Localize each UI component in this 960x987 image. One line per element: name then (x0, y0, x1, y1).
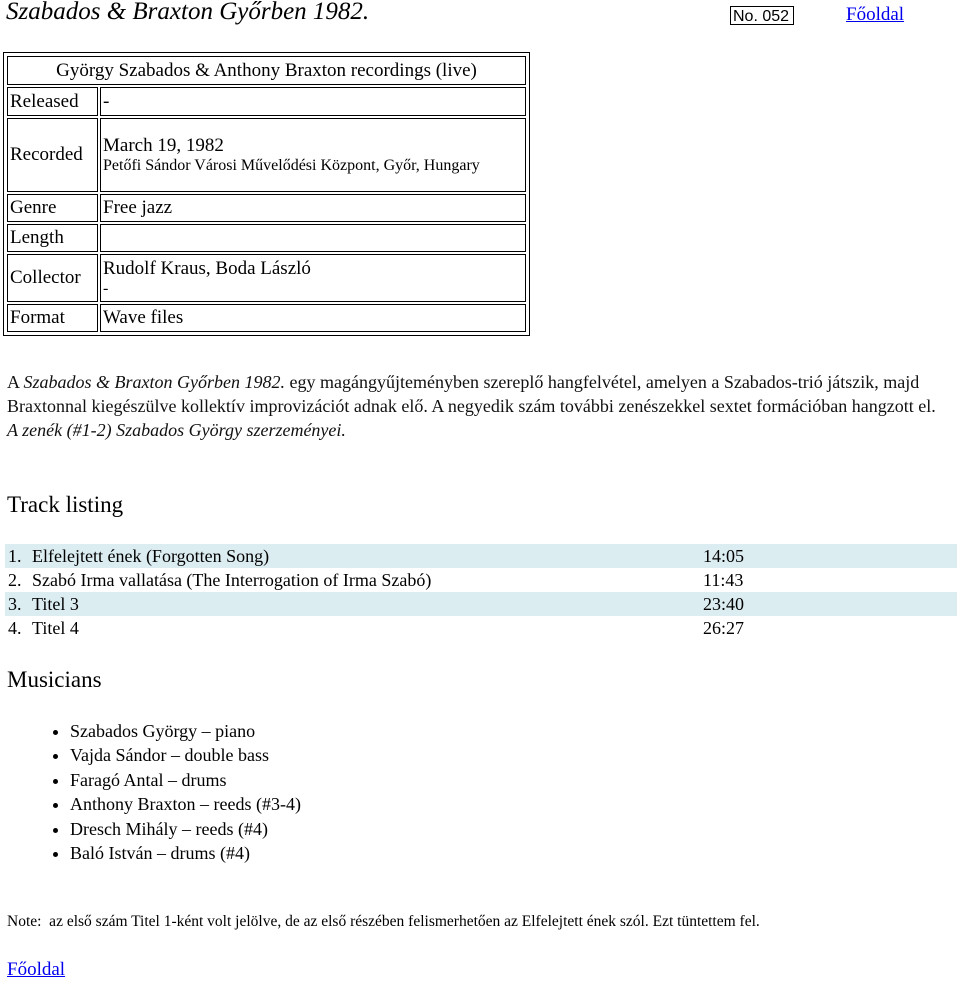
home-link-top[interactable]: Főoldal (846, 4, 905, 25)
track-time: 11:43 (703, 569, 744, 590)
musician-item: • Baló István – drums (#4) (70, 841, 301, 865)
recorded-label: Recorded (7, 118, 98, 192)
musician-item: • Szabados György – piano (70, 719, 301, 743)
musician-item: • Anthony Braxton – reeds (#3-4) (70, 792, 301, 816)
intro-paragraph (7, 370, 952, 442)
track-number: 2. (8, 569, 22, 590)
track-listing-heading: Track listing (7, 492, 124, 517)
track-time: 26:27 (703, 617, 745, 638)
track-title: Elfelejtett ének (Forgotten Song) (30, 544, 701, 568)
info-box (3, 52, 530, 336)
track-title: Titel 3 (30, 592, 701, 616)
page-title: Szabados & Braxton Győrben 1982. (6, 0, 370, 25)
genre-label: Genre (7, 194, 98, 222)
length-label: Length (7, 224, 98, 252)
track-title: Szabó Irma vallatása (The Interrogation of Irma Szabó) (32, 569, 432, 590)
intro-title: Szabados & Braxton Győrben 1982. (23, 372, 285, 392)
track-row (5, 544, 957, 568)
recorded-value (100, 118, 526, 192)
genre-value: Free jazz (100, 194, 526, 222)
note-text: Note: az első szám Titel 1-ként volt jelölve, de az első részében felismerhetően az Elfelejtett ének szól. Ezt tüntettem fel. (7, 913, 760, 930)
format-value: Wave files (100, 304, 526, 332)
track-row (5, 568, 957, 592)
released-value: - (100, 87, 526, 116)
info-caption: György Szabados & Anthony Braxton recordings (live) (7, 56, 526, 85)
track-table (5, 544, 957, 640)
track-number: 1. (5, 544, 30, 568)
collector-label: Collector (7, 254, 98, 302)
musician-item: • Faragó Antal – drums (70, 768, 301, 792)
collector-extra: - (103, 280, 109, 297)
track-row (5, 592, 957, 616)
track-row (5, 616, 957, 640)
collector-names: Rudolf Kraus, Boda László (103, 258, 311, 279)
track-time: 23:40 (701, 592, 957, 616)
recorded-place: Petőfi Sándor Városi Művelődési Központ, Győr, Hungary (103, 157, 480, 174)
musician-item: • Dresch Mihály – reeds (#4) (70, 817, 301, 841)
intro-prefix: A (7, 372, 24, 392)
intro-composer-note: A zenék (#1-2) Szabados György szerzeményei. (7, 420, 346, 440)
collector-value (100, 254, 526, 302)
musicians-heading: Musicians (7, 667, 102, 692)
released-label: Released (7, 87, 98, 116)
recorded-date: March 19, 1982 (103, 135, 224, 156)
intro-text: egy magángyűjteményben szereplő hangfelvétel, amelyen a Szabados-trió játszik, majd Braxtonnal kiegészülve kollektív improvizációt adnak elő. A negyedik szám további zenészekkel sextet formációban hangzott el. (7, 372, 936, 416)
track-number: 4. (8, 617, 22, 638)
track-time: 14:05 (701, 544, 957, 568)
home-link-bottom[interactable]: Főoldal (7, 959, 66, 980)
length-value (100, 224, 526, 252)
musician-item: • Vajda Sándor – double bass (70, 743, 301, 767)
track-title: Titel 4 (32, 617, 79, 638)
track-number: 3. (5, 592, 30, 616)
format-label: Format (7, 304, 98, 332)
record-number: No. 052 (730, 6, 794, 25)
musicians-list (28, 719, 301, 865)
info-table (5, 54, 528, 334)
